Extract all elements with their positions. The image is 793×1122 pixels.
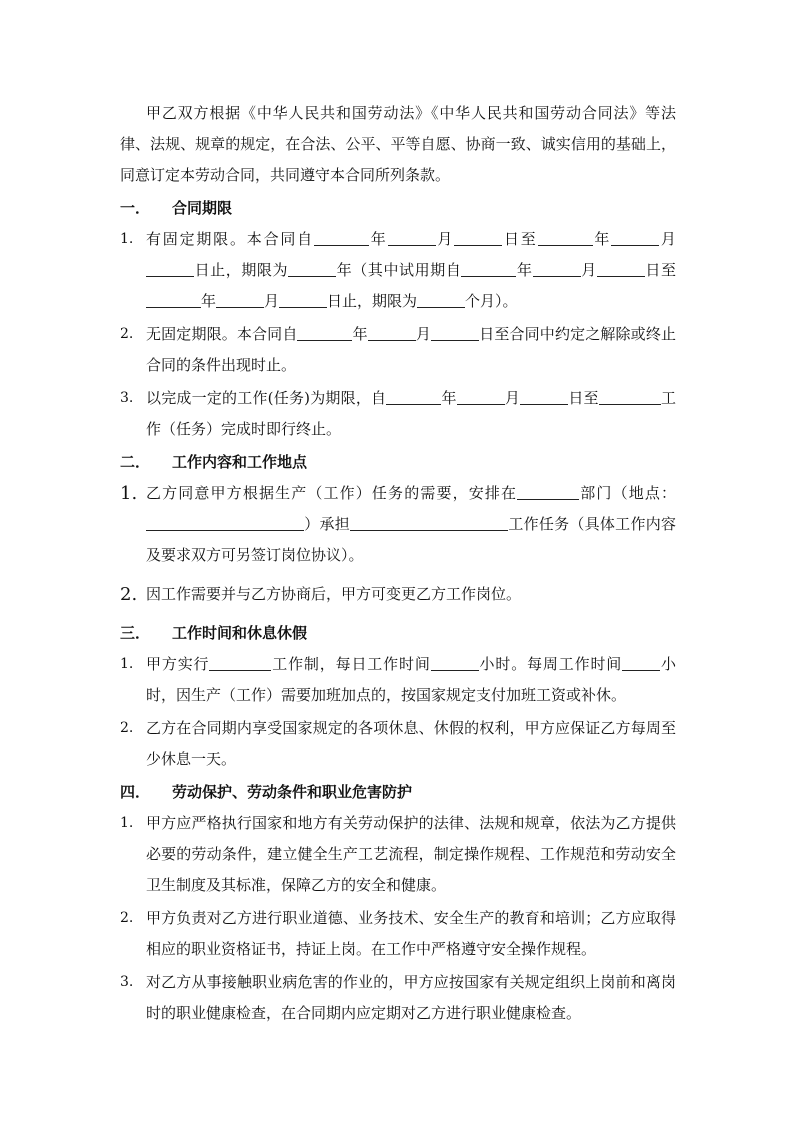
- blank-line[interactable]: [461, 258, 516, 277]
- blank-line[interactable]: [517, 481, 579, 500]
- item-text: 以完成一定的工作(任务)为期限，自: [146, 389, 387, 407]
- item-text: 年: [201, 292, 217, 310]
- blank-line[interactable]: [388, 227, 436, 246]
- item-text: 月: [504, 389, 521, 407]
- blank-line[interactable]: [386, 386, 441, 405]
- blank-line[interactable]: [350, 512, 508, 531]
- blank-line[interactable]: [533, 258, 581, 277]
- item-marker: 1.: [120, 231, 134, 247]
- item-text: 月: [415, 325, 432, 343]
- item-marker: 1.: [120, 483, 138, 504]
- item-marker: 2.: [120, 584, 138, 605]
- blank-line[interactable]: [368, 322, 416, 341]
- list-item: [120, 224, 676, 317]
- item-text: 乙方同意甲方根据生产（工作）任务的需要，安排在: [146, 484, 518, 502]
- item-text: 月: [659, 230, 676, 248]
- section-heading-1: [120, 193, 676, 224]
- item-marker: 3.: [120, 974, 134, 990]
- section-number: 四．: [120, 783, 151, 801]
- blank-line[interactable]: [611, 227, 659, 246]
- blank-line[interactable]: [314, 227, 369, 246]
- blank-line[interactable]: [417, 289, 465, 308]
- item-text: 部门（地点：: [579, 484, 676, 502]
- blank-line[interactable]: [216, 289, 264, 308]
- item-text: 年: [352, 325, 368, 343]
- blank-line[interactable]: [431, 652, 479, 671]
- item-text: 年: [516, 261, 533, 279]
- item-text: 年: [441, 389, 457, 407]
- section-heading-4: [120, 777, 676, 808]
- list-item: [120, 967, 676, 1029]
- item-text: 月: [580, 261, 597, 279]
- item-marker: 1.: [120, 656, 134, 672]
- item-text: 个月）。: [465, 292, 518, 310]
- section-number: 二．: [120, 453, 151, 471]
- section-number: 三．: [120, 624, 151, 642]
- blank-line[interactable]: [297, 322, 352, 341]
- blank-line[interactable]: [597, 258, 645, 277]
- item-text: 日至: [502, 230, 538, 248]
- item-marker: 2.: [120, 910, 134, 926]
- blank-line[interactable]: [454, 227, 502, 246]
- item-text: 日止，期限为: [194, 261, 289, 279]
- blank-line[interactable]: [146, 258, 194, 277]
- item-text: 日至: [644, 261, 676, 279]
- item-text: 日至: [568, 389, 599, 407]
- item-text: 年: [592, 230, 612, 248]
- blank-line[interactable]: [288, 258, 336, 277]
- item-text: 年: [368, 230, 388, 248]
- blank-line[interactable]: [520, 386, 568, 405]
- item-text: 日止，期限为: [327, 292, 418, 310]
- section-heading-2: [120, 447, 676, 478]
- item-marker: 1.: [120, 815, 134, 831]
- blank-line[interactable]: [146, 512, 304, 531]
- item-text: 有固定期限。本合同自: [146, 230, 314, 248]
- item-text: 因工作需要并与乙方协商后，甲方可变更乙方工作岗位。: [146, 585, 522, 603]
- section-title: 劳动保护、劳动条件和职业危害防护: [172, 783, 413, 801]
- intro-paragraph: 甲乙双方根据《中华人民共和国劳动法》《中华人民共和国劳动合同法》等法律、法规、规章的规定，在合法、公平、平等自愿、协商一致、诚实信用的基础上，同意订定本劳动合同，共同遵守本合同所列条款。: [120, 104, 676, 184]
- item-text: 甲方应严格执行国家和地方有关劳动保护的法律、法规和规章，依法为乙方提供必要的劳动条件，建立健全生产工艺流程，制定操作规程、工作规范和劳动安全卫生制度及其标准，保障乙方的安全和健康。: [146, 814, 676, 894]
- blank-line[interactable]: [209, 652, 271, 671]
- section-number: 一．: [120, 199, 151, 217]
- contract-body: [120, 98, 676, 1031]
- section-title: 工作内容和工作地点: [172, 453, 308, 471]
- item-text: 小时，因生产（工作）需要加班加点的，按国家规定支付加班工资或补休。: [146, 655, 676, 704]
- list-item: [120, 383, 676, 445]
- blank-line[interactable]: [599, 386, 661, 405]
- item-text: ）承担: [304, 515, 351, 533]
- blank-line[interactable]: [146, 289, 201, 308]
- item-text: 无固定期限。本合同自: [146, 325, 298, 343]
- blank-line[interactable]: [457, 386, 505, 405]
- item-text: 甲方实行: [146, 655, 210, 673]
- item-text: 日至合同中约定之解除或终止合同的条件出现时止。: [146, 325, 676, 374]
- item-text: 工作（任务）完成时即行终止。: [146, 389, 676, 438]
- item-text: 年（其中试用期自: [336, 261, 462, 279]
- item-marker: 3.: [120, 390, 134, 406]
- item-marker: 2.: [120, 720, 134, 736]
- blank-line[interactable]: [431, 322, 479, 341]
- list-item: [120, 579, 676, 610]
- item-text: 小时。每周工作时间: [478, 655, 623, 673]
- section-heading-3: [120, 618, 676, 649]
- blank-line[interactable]: [538, 227, 593, 246]
- item-text: 甲方负责对乙方进行职业道德、业务技术、安全生产的教育和培训；乙方应取得相应的职业资格证书，持证上岗。在工作中严格遵守安全操作规程。: [146, 909, 676, 958]
- section-title: 合同期限: [172, 199, 233, 217]
- list-item: [120, 319, 676, 381]
- list-item: [120, 649, 676, 711]
- item-text: 工作任务（具体工作内容及要求双方可另签订岗位协议）。: [146, 515, 676, 564]
- blank-line[interactable]: [622, 652, 660, 671]
- item-text: 月: [435, 230, 455, 248]
- item-text: 对乙方从事接触职业病危害的作业的，甲方应按国家有关规定组织上岗前和离岗时的职业健康检查，在合同期内应定期对乙方进行职业健康检查。: [146, 973, 676, 1022]
- item-text: 工作制，每日工作时间: [271, 655, 431, 673]
- item-text: 乙方在合同期内享受国家规定的各项休息、休假的权利，甲方应保证乙方每周至少休息一天。: [146, 719, 676, 768]
- item-text: 月: [264, 292, 280, 310]
- list-item: [120, 713, 676, 775]
- list-item: [120, 903, 676, 965]
- blank-line[interactable]: [279, 289, 327, 308]
- list-item: [120, 808, 676, 901]
- item-marker: 2.: [120, 326, 134, 342]
- section-title: 工作时间和休息休假: [172, 624, 308, 642]
- list-item: [120, 478, 676, 571]
